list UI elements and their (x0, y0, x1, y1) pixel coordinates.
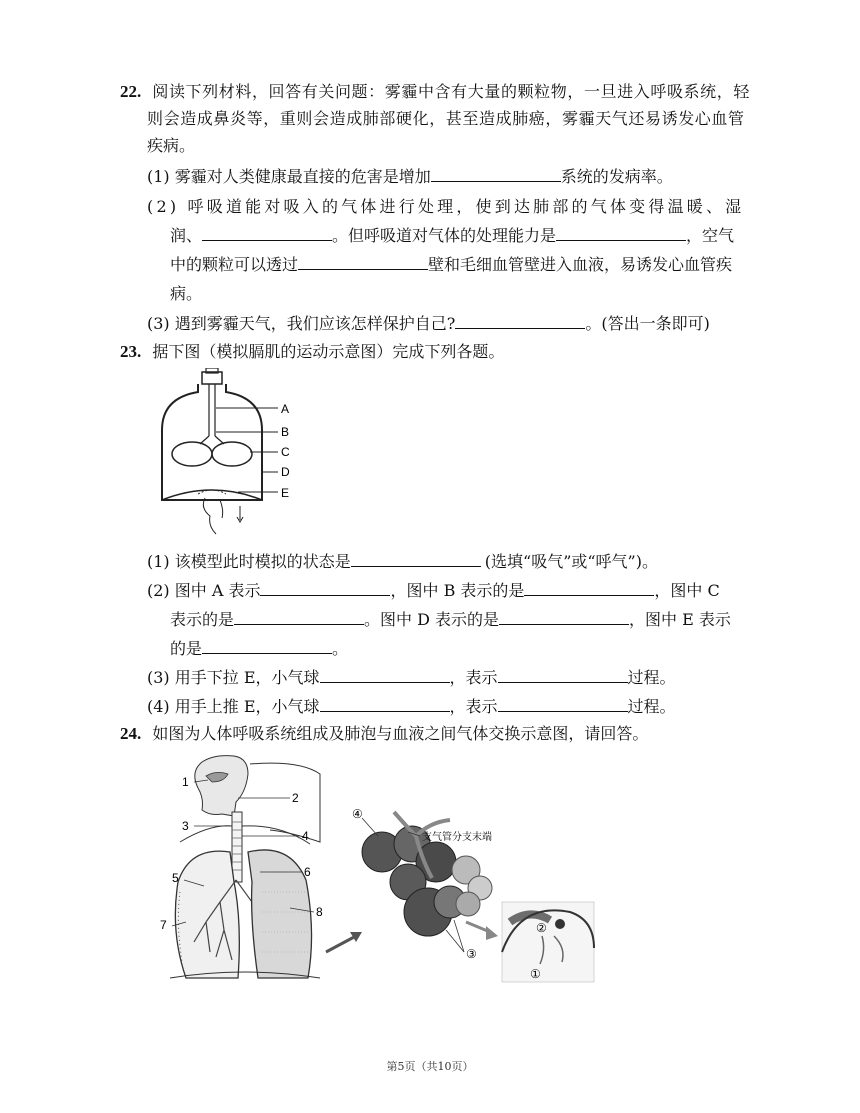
answer-blank[interactable] (498, 667, 628, 683)
q23-part-2-line-1 (147, 580, 720, 602)
answer-blank[interactable] (202, 638, 332, 654)
q22-p2-text-d: ，空气 (686, 226, 735, 245)
answer-blank[interactable] (234, 609, 364, 625)
q22-part-2-line-2 (170, 225, 734, 247)
left-balloon (172, 442, 212, 466)
alveoli-label-3: ③ (466, 947, 477, 961)
q23-part-2-line-2 (170, 609, 731, 631)
leader-alveoli-4 (362, 818, 378, 836)
q22-intro-line-3 (147, 135, 195, 157)
q23-part-2-line-3 (170, 638, 348, 660)
q22-p2-text-f: 壁和毛细血管壁进入血液，易诱发心血管疾 (428, 255, 733, 274)
bottle-stopper (202, 372, 222, 384)
q22-part-2-line-1 (147, 196, 744, 218)
q23-p1-text-a: (1) 该模型此时模拟的状态是 (147, 552, 351, 571)
figure-label-6: 6 (304, 865, 311, 879)
answer-blank[interactable] (260, 580, 390, 596)
q23-p2-text-e: 。图中 D 表示的是 (364, 610, 500, 629)
q22-p2-text-c: 。但呼吸道对气体的处理能力是 (332, 226, 557, 245)
figure-label-4: 4 (302, 829, 309, 843)
q23-p2-text-c: ，图中 C (654, 581, 720, 600)
neck-outline (250, 763, 320, 842)
figure-label-2: 2 (292, 791, 299, 805)
q22-intro-text-2: 则会造成鼻炎等，重则会造成肺部硬化，甚至造成肺癌，雾霾天气还易诱发心血管 (147, 109, 745, 128)
figure-label-b: B (281, 425, 290, 439)
answer-blank[interactable] (499, 609, 629, 625)
q23-intro-text: 据下图（模拟膈肌的运动示意图）完成下列各题。 (152, 342, 505, 361)
q23-p4-text-b: ，表示 (449, 697, 498, 716)
answer-blank[interactable] (351, 551, 481, 567)
figure-label-a: A (281, 402, 290, 416)
trachea (232, 812, 242, 882)
detail-frame (502, 902, 594, 982)
q22-intro-line-1 (120, 81, 750, 103)
left-lung (175, 851, 239, 978)
q23-part-3 (147, 667, 676, 689)
q22-p3-text-b: 。(答出一条即可) (585, 314, 710, 333)
q23-p2-text-a: (2) 图中 A 表示 (147, 581, 261, 600)
q24-intro-text: 如图为人体呼吸系统组成及肺泡与血液之间气体交换示意图，请回答。 (152, 724, 649, 743)
answer-blank[interactable] (320, 667, 450, 683)
q22-p2-text-g: 病。 (170, 284, 203, 303)
answer-blank[interactable] (202, 225, 332, 241)
q23-part-4 (147, 696, 676, 718)
respiratory-system-figure (150, 752, 600, 987)
page-footer: 第5页（共10页） (386, 1060, 474, 1073)
q23-p3-text-a: (3) 用手下拉 E，小气球 (147, 668, 320, 687)
q23-part-1 (147, 551, 658, 573)
q22-part-2-line-3 (170, 254, 732, 276)
q22-intro-text-1: 阅读下列材料，回答有关问题：雾霾中含有大量的颗粒物，一旦进入呼吸系统，轻 (152, 82, 750, 101)
q23-p2-text-f: ，图中 E 表示 (629, 610, 731, 629)
q22-p2-text-a: (2) 呼吸道能对吸入的气体进行处理，使到达肺部的气体变得温暖、湿 (147, 197, 745, 216)
q22-part-3 (147, 313, 710, 335)
q22-intro-text-3: 疾病。 (147, 136, 196, 155)
answer-blank[interactable] (455, 313, 585, 329)
q22-part-2-line-4 (170, 283, 202, 305)
right-lung (248, 850, 312, 978)
figure-label-e: E (281, 486, 290, 500)
arrow-to-alveoli (326, 936, 356, 952)
figure-label-8: 8 (316, 905, 323, 919)
bronchiole-label: 支气管分支末端 (422, 832, 492, 843)
q23-p4-text-c: 过程。 (627, 697, 676, 716)
q23-p2-text-g: 的是 (170, 639, 203, 658)
hand-sketch (203, 498, 222, 534)
q22-number: 22. (120, 82, 142, 101)
q22-p2-text-e: 中的颗粒可以透过 (170, 255, 299, 274)
q22-p1-text-a: (1) 雾霾对人类健康最直接的危害是增加 (147, 167, 431, 186)
q23-p3-text-c: 过程。 (627, 668, 676, 687)
figure-label-1: 1 (182, 775, 189, 789)
right-balloon (212, 442, 252, 466)
q23-p4-text-a: (4) 用手上推 E，小气球 (147, 697, 320, 716)
q22-p1-text-b: 系统的发病率。 (560, 167, 673, 186)
q23-p2-text-h: 。 (332, 639, 349, 658)
q24-intro-line (120, 723, 648, 745)
arrow-to-detail-head (486, 926, 498, 940)
q24-number: 24. (120, 724, 142, 743)
answer-blank[interactable] (524, 580, 654, 596)
leader-alveoli-3b (454, 920, 464, 952)
answer-blank[interactable] (320, 696, 450, 712)
y-tube (200, 436, 224, 444)
q23-p2-text-b: ，图中 B 表示的是 (390, 581, 525, 600)
head-outline (195, 756, 248, 816)
q22-intro-line-2 (147, 108, 745, 130)
q23-p3-text-b: ，表示 (449, 668, 498, 687)
alveoli-label-2: ② (536, 921, 547, 935)
alveoli-label-1: ① (530, 967, 541, 981)
blood-cell (555, 919, 565, 929)
leader-alveoli-3a (446, 930, 464, 952)
figure-label-3: 3 (182, 819, 189, 833)
answer-blank[interactable] (298, 254, 428, 270)
answer-blank[interactable] (498, 696, 628, 712)
q23-intro-line (120, 341, 504, 363)
q23-p1-text-b: (选填“吸气”或“呼气”)。 (484, 552, 658, 571)
figure-label-c: C (281, 445, 290, 459)
q22-p2-text-b: 润、 (170, 226, 203, 245)
figure-label-7: 7 (160, 918, 167, 932)
answer-blank[interactable] (431, 166, 561, 182)
q23-p2-text-d: 表示的是 (170, 610, 235, 629)
figure-label-d: D (281, 465, 290, 479)
q22-p3-text-a: (3) 遇到雾霾天气，我们应该怎样保护自己? (147, 314, 456, 333)
alveoli-label-4: ④ (352, 807, 363, 821)
answer-blank[interactable] (556, 225, 686, 241)
shoulder-line (180, 826, 310, 844)
figure-label-5: 5 (172, 871, 179, 885)
diaphragm-model-figure (150, 368, 310, 538)
q22-part-1 (147, 166, 673, 188)
q23-number: 23. (120, 342, 142, 361)
bell-jar (162, 384, 262, 500)
